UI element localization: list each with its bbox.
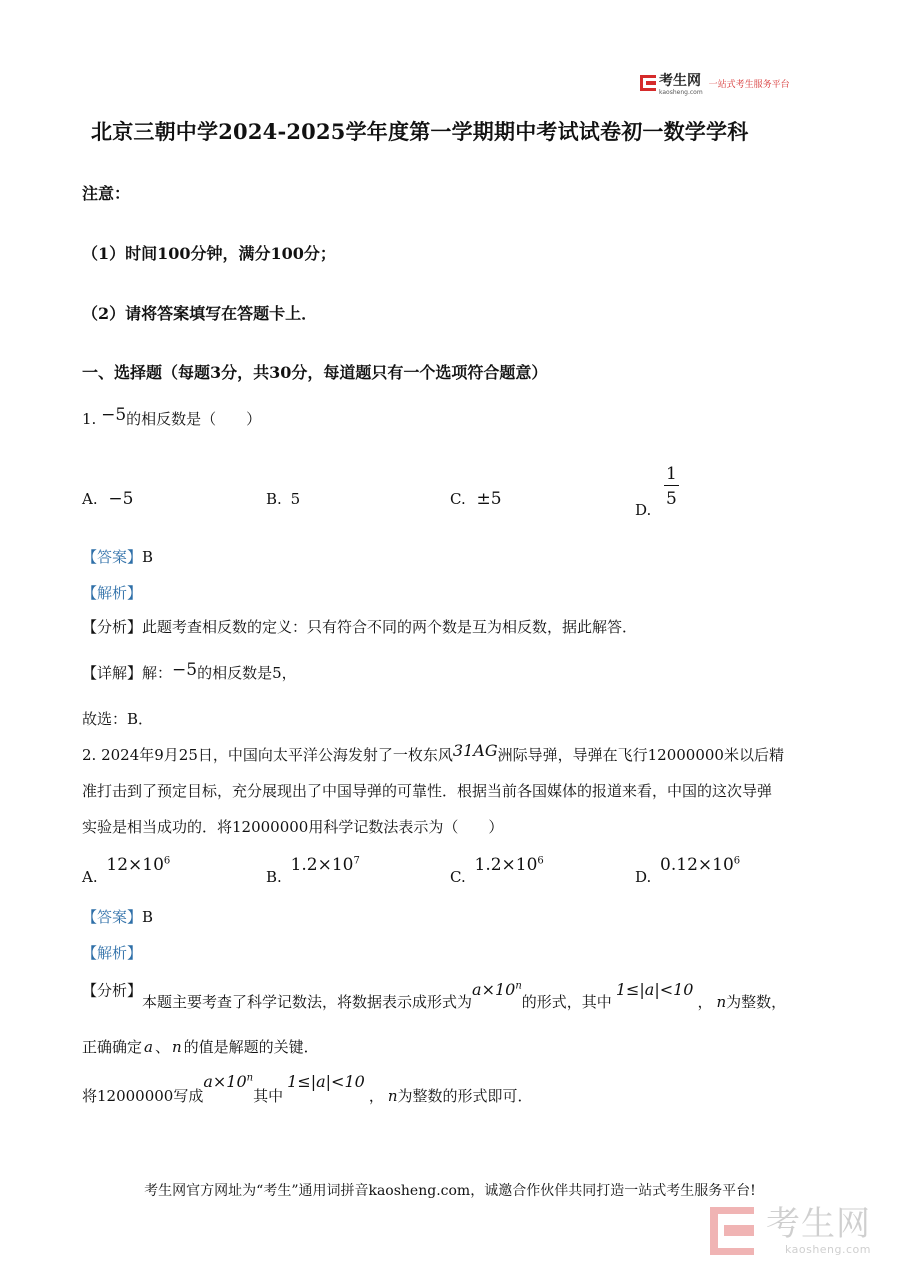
q1-answer [82,546,153,568]
q2-analysis-b: 的形式，其中 [521,993,612,1012]
q2-option-c [450,850,544,886]
q2-analysis-c: ， [697,993,713,1012]
q1-option-d-fraction [664,465,679,508]
exam-title: 北京三朝中学2024-2025学年度第一学期期中考试试卷初一数学学科 [91,119,749,144]
analysis-text: 此题考查相反数的定义：只有符合不同的两个数是互为相反数，据此解答． [142,618,638,636]
q2-option-a-exp: 6 [163,855,171,866]
q2-answer [82,906,153,928]
q1-option-b-label: B. [266,490,282,508]
q2-form-2 [203,1072,253,1091]
q2-analysis-line-1 [82,976,787,1012]
watermark-url: kaosheng.com [784,1243,871,1256]
q1-option-a-value: −5 [108,489,134,509]
q2-range-2: 1≤|a|<10 [287,1072,365,1092]
q2-option-c-label: C. [450,867,466,886]
watermark [710,1205,871,1256]
question-1-number: 1. [82,410,97,428]
q2-analysis-d: 为整数， [726,993,787,1012]
q2-analysis-line-3 [82,1068,533,1106]
q1-option-c [450,488,502,510]
q1-choose: 故选：B． [82,710,154,728]
q2-line1-b: 洲际导弹，导弹在飞行12000000米以后精 [497,746,784,764]
detail-tag: 【详解】 [82,664,143,682]
q2-n-var-2: n [171,1038,182,1056]
q1-option-a [82,488,133,510]
kaosheng-logo-icon [640,75,656,91]
detail-post: 的相反数是5， [197,664,297,682]
q2-option-c-base: 1.2×10 [474,854,538,875]
q2-option-d-base: 0.12×10 [660,854,734,875]
question-2-line-2: 准打击到了预定目标，充分展现出了中国导弹的可靠性．根据当前各国媒体的报道来看，中国的这次导弹 [82,782,773,800]
q2-option-a-label: A. [82,867,98,886]
answer-tag: 【答案】 [82,908,143,926]
header-brand-url: kaosheng.com [659,89,703,96]
q2-line-c-post: 为整数的形式即可． [397,1087,533,1106]
detail-math: −5 [172,660,198,680]
q2-option-d [635,850,741,886]
q2-line1-a: 2024年9月25日，中国向太平洋公海发射了一枚东风 [101,746,453,764]
q2-analysis-a: 本题主要考查了科学记数法，将数据表示成形式为 [142,993,473,1012]
q2-line-b: 正确确定 [82,1038,143,1056]
q1-option-b-value: 5 [290,490,301,508]
q2-form-2-exp: n [246,1073,254,1084]
fraction-denominator: 5 [666,489,677,509]
q2-line-c-comma: ， [368,1087,384,1106]
answer-value: B [142,548,154,566]
notice-item-2: （2）请将答案填写在答题卡上． [82,304,318,323]
q2-option-d-exp: 6 [733,855,741,866]
q1-analysis [82,616,637,638]
question-1-math: −5 [101,405,127,425]
question-1-text: 的相反数是（ ） [126,410,262,428]
q1-option-d-label: D. [635,500,652,519]
q2-form [472,980,522,999]
notice-item-1: （1）时间100分钟，满分100分； [82,244,336,263]
detail-pre: 解： [142,664,173,682]
section-heading: 一、选择题（每题3分，共30分，每道题只有一个选项符合题意） [82,363,548,382]
q2-jiexi-tag: 【解析】 [82,944,143,962]
header-brand: 考生网 [659,73,701,89]
page-footer: 考生网官方网址为“考生”通用词拼音kaosheng.com，诚邀合作伙伴共同打造一站式考生服务平台! [144,1183,756,1199]
q2-form-2-base: a×10 [203,1072,247,1092]
q2-sep: 、 [154,1038,170,1056]
answer-tag: 【答案】 [82,548,143,566]
header-logo [640,72,790,94]
q2-n-var-3: n [387,1087,398,1106]
question-2-line-3: 实验是相当成功的．将12000000用科学记数法表示为（ ） [82,818,504,836]
q1-option-c-value: ±5 [476,489,502,509]
q2-line-c-mid: 其中 [253,1087,284,1106]
fraction-numerator: 1 [666,464,677,484]
q2-option-b-base: 1.2×10 [290,854,354,875]
header-slogan: 一站式考生服务平台 [708,79,790,90]
q2-option-b [266,850,360,886]
analysis-tag: 【分析】 [82,981,143,1000]
q2-option-a-base: 12×10 [106,854,164,875]
q2-form-base: a×10 [472,980,516,1000]
q2-a-var: a [144,1038,153,1056]
q2-option-c-exp: 6 [537,855,544,866]
q2-line-b-post: 的值是解题的关键． [183,1038,319,1056]
q2-option-a [82,850,171,886]
answer-value: B [142,908,154,926]
q2-option-b-expr [291,855,360,875]
q2-n-var: n [716,993,727,1012]
q1-option-d [635,464,679,519]
q2-option-d-label: D. [635,867,652,886]
q1-option-a-label: A. [82,490,98,508]
q1-detail [82,662,297,684]
question-2-number: 2. [82,746,97,764]
q2-line1-math: 31AG [452,741,498,760]
watermark-text: 考生网 [766,1204,871,1244]
question-2-line-1 [82,741,784,766]
q2-form-exp: n [515,981,522,992]
q2-analysis-line-2 [82,1036,319,1058]
q2-range: 1≤|a|<10 [615,980,694,1000]
q2-option-c-expr [475,855,544,875]
question-1-stem [82,405,262,430]
q2-option-b-exp: 7 [353,855,360,866]
watermark-logo-icon [710,1207,758,1255]
q1-jiexi-tag: 【解析】 [82,584,143,602]
notice-heading: 注意： [82,184,131,203]
q2-line-c-pre: 将12000000写成 [82,1087,204,1106]
q2-option-b-label: B. [266,867,282,886]
q2-option-a-expr [106,855,170,875]
analysis-tag: 【分析】 [82,618,143,636]
q2-option-d-expr [660,855,740,875]
q1-option-b [266,488,300,510]
q1-option-c-label: C. [450,490,466,508]
